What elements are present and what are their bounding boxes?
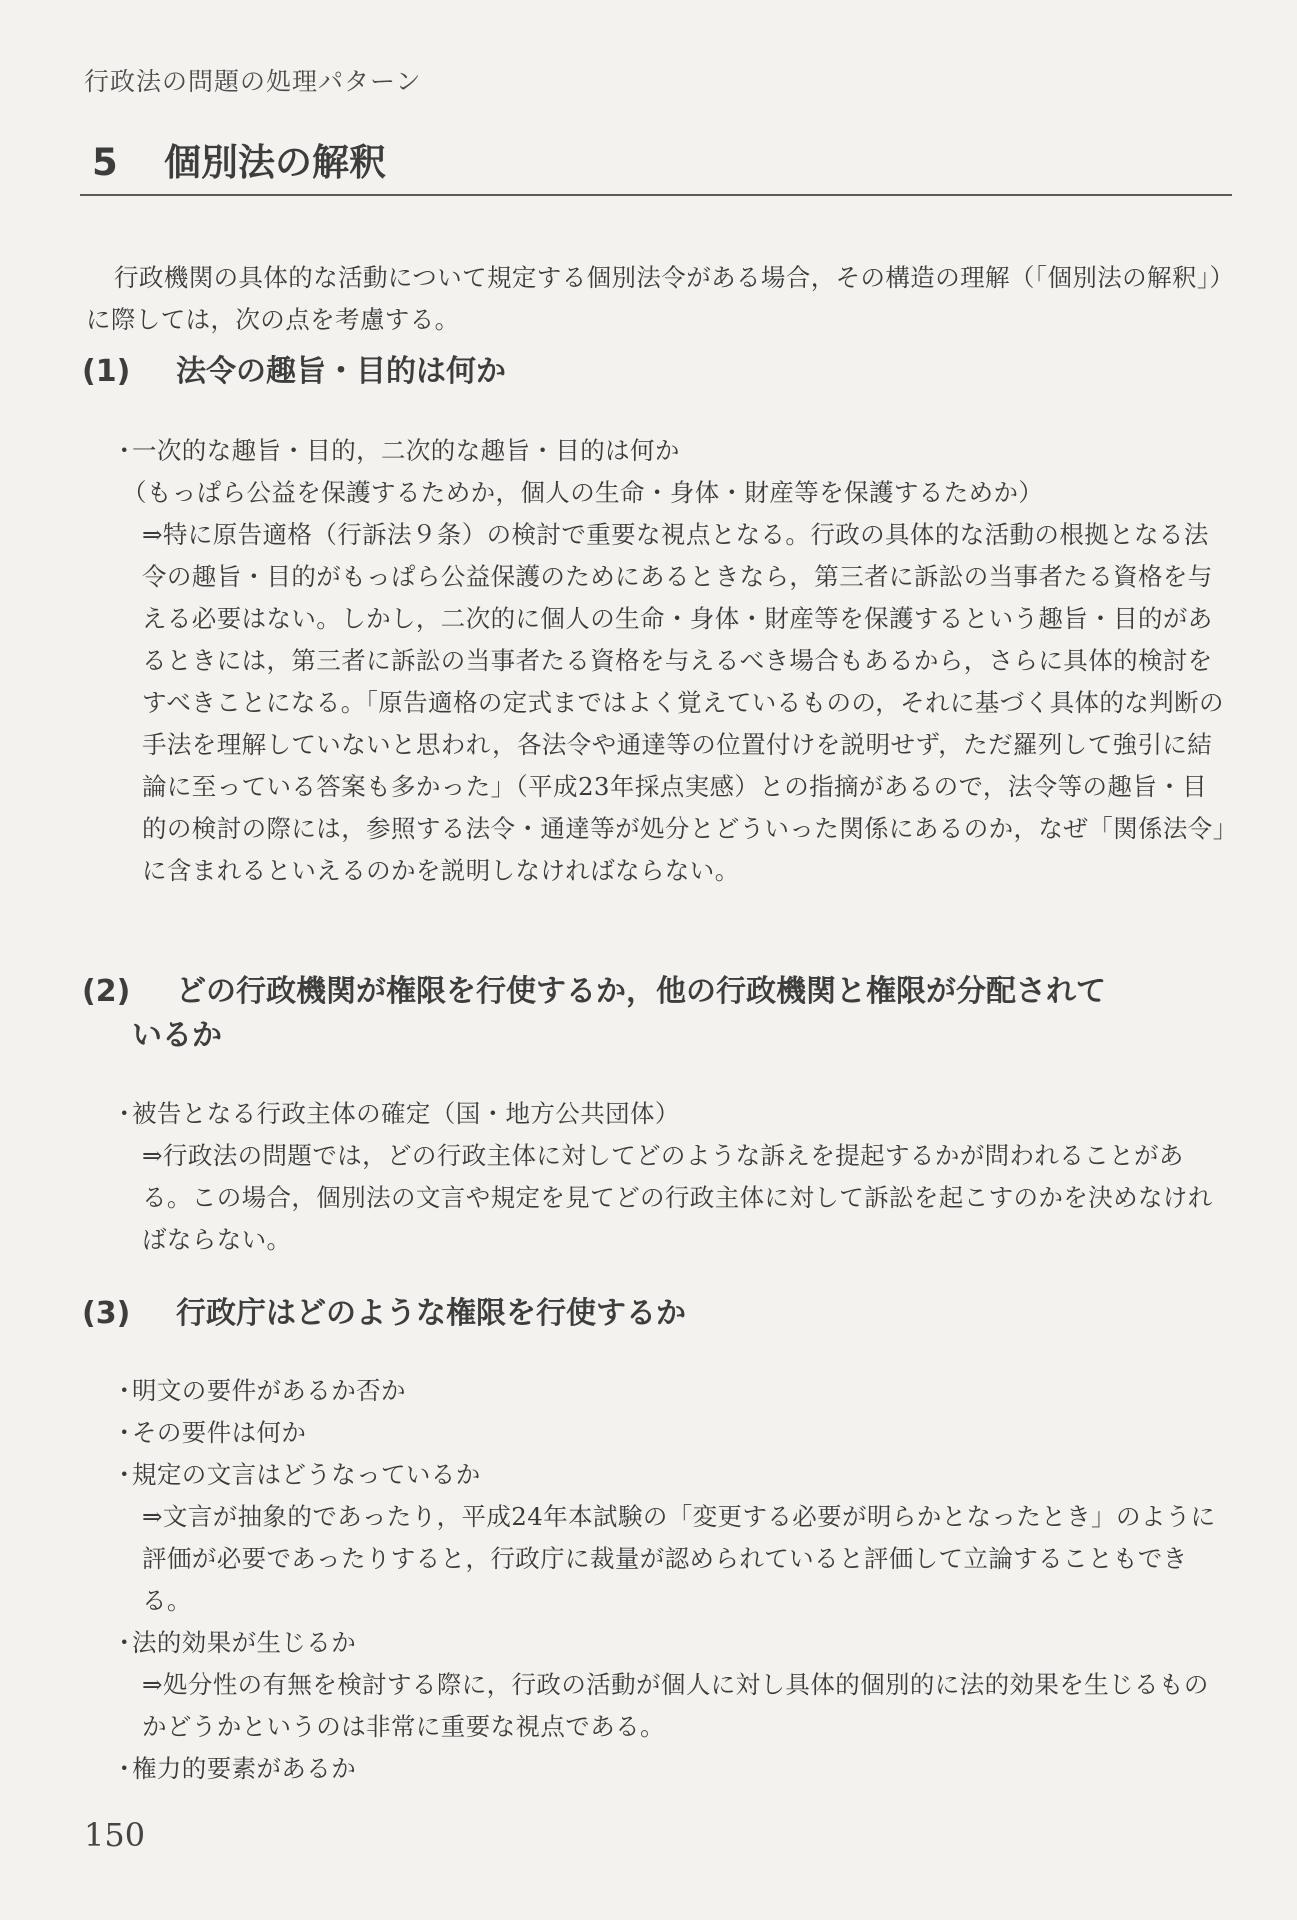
bullet: ・ [112,1418,137,1447]
item-text: 明文の要件があるか否か [132,1376,406,1405]
item-text: 一次的な趣旨・目的，二次的な趣旨・目的は何か [132,436,680,465]
section-3-heading [82,1292,1232,1336]
bullet: ・ [112,1099,137,1128]
list-item [112,1748,1227,1790]
item-text: 被告となる行政主体の確定（国・地方公共団体） [132,1099,680,1128]
bullet: ・ [112,436,137,465]
list-item [112,1370,1227,1412]
section-2-list [112,1093,1227,1261]
bullet: ・ [112,1460,137,1489]
intro-paragraph: 行政機関の具体的な活動について規定する個別法令がある場合，その構造の理解（「個別法の解釈」）に際しては，次の点を考慮する。 [86,262,1223,334]
item-text: その要件は何か [132,1418,307,1447]
section-title: 行政庁はどのような権限を行使するか [176,1296,686,1331]
list-item [112,430,1227,472]
list-item [112,1412,1227,1454]
section-1-list [112,430,1227,892]
item-explanation: ⇒処分性の有無を検討する際に，行政の活動が個人に対し具体的個別的に法的効果を生じるものかどうかというのは非常に重要な視点である。 [142,1670,1209,1741]
bullet: ・ [112,1628,137,1657]
chapter-title: 個別法の解釈 [164,141,386,184]
section-number: (1) [82,354,131,389]
item-text: 規定の文言はどうなっているか [132,1460,481,1489]
item-text: 法的効果が生じるか [132,1628,357,1657]
section-title: どの行政機関が権限を行使するか，他の行政機関と権限が分配されて [176,974,1106,1009]
bullet: ・ [112,1376,137,1405]
running-head: 行政法の問題の処理パターン [84,67,422,96]
list-item [112,1454,1227,1496]
chapter-heading [80,132,1232,196]
list-item [112,1093,1227,1135]
section-title-continued: いるか [132,1018,222,1053]
chapter-number: 5 [92,141,118,184]
item-explanation: ⇒文言が抽象的であったり，平成24年本試験の「変更する必要が明らかとなったとき」のように評価が必要であったりすると，行政庁に裁量が認められていると評価して立論することもできる。 [142,1502,1216,1615]
item-explanation: ⇒行政法の問題では，どの行政主体に対してどのような訴えを提起するかが問われることがある。この場合，個別法の文言や規定を見てどの行政主体に対して訴訟を起こすのかを決めなければならない。 [142,1141,1213,1254]
section-number: (3) [82,1296,131,1331]
section-number: (2) [82,974,131,1009]
item-text: 権力的要素があるか [132,1754,357,1783]
section-title: 法令の趣旨・目的は何か [176,354,506,389]
item-explanation: ⇒特に原告適格（行訴法９条）の検討で重要な視点となる。行政の具体的な活動の根拠となる法令の趣旨・目的がもっぱら公益保護のためにあるときなら，第三者に訴訟の当事者たる資格を与える必要はない。しかし，二次的に個人の生命・身体・財産等を保護するという趣旨・目的があるときには，第三者に訴訟の当事者たる資格を与えるべき場合もあるから，さらに具体的検討をすべきことになる。「原告適格の定式まではよく覚えているものの，それに基づく具体的な判断の手法を理解していないと思われ，各法令や通達等の位置付けを説明せず，ただ羅列して強引に結論に至っている答案も多かった」（平成23年採点実感）との指摘があるので，法令等の趣旨・目的の検討の際には，参照する法令・通達等が処分とどういった関係にあるのか，なぜ「関係法令」に含まれるといえるのかを説明しなければならない。 [142,520,1226,885]
section-1-heading [82,350,1232,394]
bullet: ・ [112,1754,137,1783]
item-parenthetical: （もっぱら公益を保護するためか，個人の生命・身体・財産等を保護するためか） [122,478,1044,507]
section-3-list [112,1370,1227,1790]
section-2-heading [82,970,1232,1058]
list-item [112,1622,1227,1664]
page-number: 150 [84,1816,146,1854]
